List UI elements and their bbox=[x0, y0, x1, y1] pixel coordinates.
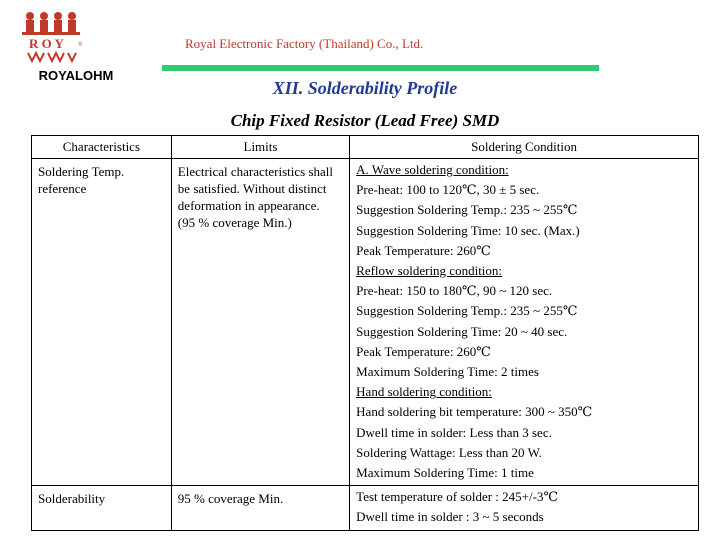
condition-line: Suggestion Soldering Temp.: 235 ~ 255℃ bbox=[356, 202, 578, 218]
condition-heading: Hand soldering condition: bbox=[356, 384, 492, 400]
condition-cell bbox=[350, 486, 699, 530]
table-title: Chip Fixed Resistor (Lead Free) SMD bbox=[230, 111, 500, 130]
company-name: Royal Electronic Factory (Thailand) Co., Ltd. bbox=[185, 36, 424, 51]
header-limits: Limits bbox=[171, 136, 349, 159]
solderability-table bbox=[31, 135, 699, 531]
limits-cell bbox=[171, 159, 349, 486]
limits-cell bbox=[171, 486, 349, 530]
condition-heading: Reflow soldering condition: bbox=[356, 263, 503, 279]
condition-line: Hand soldering bit temperature: 300 ~ 350℃ bbox=[356, 404, 593, 420]
header-divider bbox=[162, 65, 599, 71]
condition-line: Suggestion Soldering Temp.: 235 ~ 255℃ bbox=[356, 303, 578, 319]
svg-text:®: ® bbox=[78, 42, 83, 48]
condition-line: Suggestion Soldering Time: 20 ~ 40 sec. bbox=[356, 323, 568, 339]
condition-line: Peak Temperature: 260℃ bbox=[356, 343, 491, 359]
characteristic-cell: Solderability bbox=[32, 486, 172, 530]
condition-line: Dwell time in solder: Less than 3 sec. bbox=[356, 424, 552, 440]
condition-line: Maximum Soldering Time: 1 time bbox=[356, 465, 534, 481]
table-row bbox=[32, 486, 699, 530]
limits-text: Electrical characteristics shall be satisfied. Without distinct deformation in appearance. bbox=[177, 164, 333, 213]
condition-heading: A. Wave soldering condition: bbox=[356, 162, 509, 177]
section-title: XII. Solderability Profile bbox=[272, 78, 458, 98]
condition-line: Maximum Soldering Time: 2 times bbox=[356, 364, 539, 380]
svg-text:R O Y: R O Y bbox=[29, 36, 64, 51]
limits-text: 95 % coverage Min. bbox=[177, 491, 284, 507]
characteristic-cell: Soldering Temp. reference bbox=[32, 159, 172, 486]
condition-line: Soldering Wattage: Less than 20 W. bbox=[356, 444, 542, 460]
limits-text: (95 % coverage Min.) bbox=[177, 215, 292, 230]
condition-line: Pre-heat: 100 to 120℃, 30 ± 5 sec. bbox=[356, 182, 540, 198]
condition-line: Pre-heat: 150 to 180℃, 90 ~ 120 sec. bbox=[356, 283, 553, 299]
table-row bbox=[32, 159, 699, 486]
logo-emblem-icon bbox=[18, 10, 138, 68]
header-characteristics: Characteristics bbox=[32, 136, 172, 159]
logo-wordmark: ROYALOHM bbox=[38, 68, 114, 83]
royalohm-logo bbox=[18, 10, 138, 83]
condition-line: Suggestion Soldering Time: 10 sec. (Max.) bbox=[356, 222, 580, 238]
condition-line: Test temperature of solder : 245+/-3℃ bbox=[356, 489, 558, 505]
condition-line: Dwell time in solder : 3 ~ 5 seconds bbox=[356, 509, 544, 525]
condition-cell bbox=[350, 159, 699, 486]
condition-line: Peak Temperature: 260℃ bbox=[356, 242, 491, 258]
header-soldering-condition: Soldering Condition bbox=[350, 136, 699, 159]
table-header-row bbox=[32, 136, 699, 159]
